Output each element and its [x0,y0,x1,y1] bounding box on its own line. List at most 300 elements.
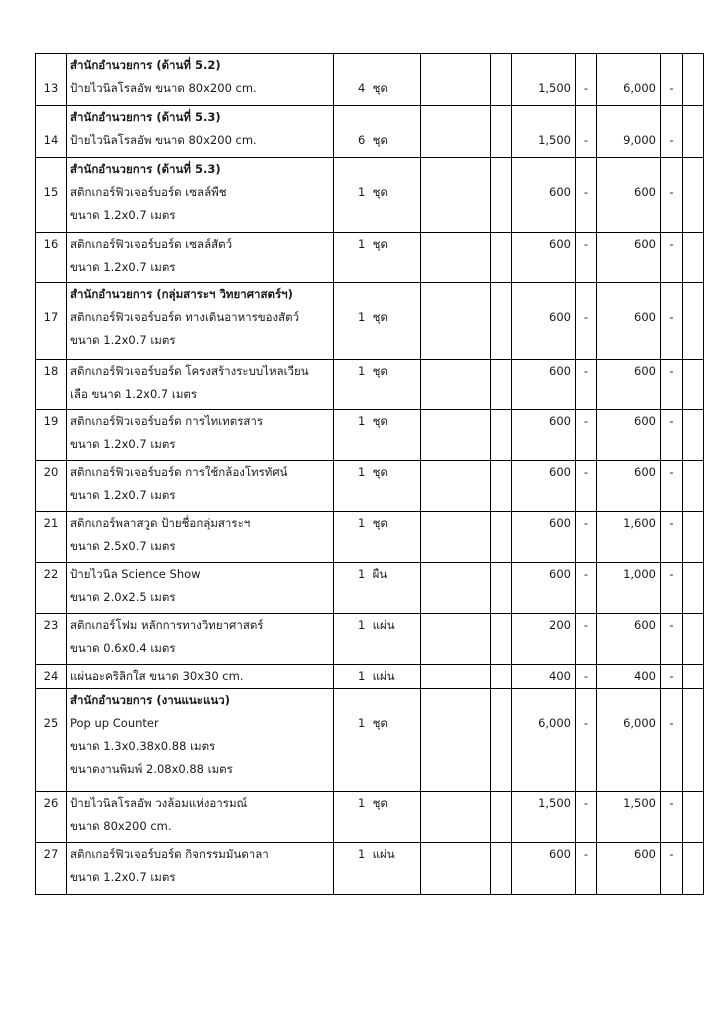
item-number-cell [36,54,67,106]
item-number: 20 [43,465,59,479]
table-row [36,614,704,665]
item-description-line: ป้ายไวนิลโรลอัพ ขนาด 80x200 cm. [70,133,257,147]
total-price-satang-cell [661,689,683,792]
blank-column-c [683,106,704,158]
blank-column-c [683,665,704,689]
item-description-cell [67,614,334,665]
unit-price-satang-cell [576,158,597,233]
item-description-cell [67,158,334,233]
unit-price-satang: - [583,618,589,632]
quantity-value: 1 [358,847,366,861]
unit-price: 400 [549,669,571,683]
blank-column-c [683,614,704,665]
total-price-satang: - [669,516,674,530]
item-description-cell [67,843,334,895]
blank-column-b [491,843,512,895]
blank-column-b [491,792,512,843]
item-description-cell [67,360,334,410]
unit-price-cell [512,792,576,843]
quantity-cell [334,360,421,410]
item-description-line: ป้ายไวนิลโรลอัพ วงล้อมแห่งอารมณ์ [70,796,248,810]
blank-column-b [491,233,512,283]
total-price: 600 [634,364,656,378]
item-description-cell [67,410,334,461]
total-price: 600 [634,237,656,251]
total-price-cell [597,410,661,461]
quantity-cell [334,689,421,792]
total-price-satang: - [669,716,674,730]
unit-price: 600 [549,185,571,199]
item-description-line: สติกเกอร์พลาสวูด ป้ายชื่อกลุ่มสาระฯ [70,516,251,530]
blank-column-a [421,843,491,895]
table-row [36,106,704,158]
unit-price-satang: - [583,669,589,683]
unit-price: 600 [549,847,571,861]
unit-price-cell [512,843,576,895]
quantity-unit: แผ่น [372,847,395,861]
item-description-line: ขนาด 1.2x0.7 เมตร [70,488,176,502]
blank-column-b [491,461,512,512]
unit-price: 600 [549,567,571,581]
unit-price: 600 [549,516,571,530]
total-price-satang-cell [661,233,683,283]
total-price-cell [597,461,661,512]
blank-column-b [491,563,512,614]
blank-column-a [421,689,491,792]
quantity-unit: ชุด [372,465,388,479]
total-price-satang: - [669,414,674,428]
total-price-satang-cell [661,665,683,689]
quantity-value: 1 [358,185,366,199]
quantity-value: 1 [358,716,366,730]
blank-column-a [421,614,491,665]
items-table-body [36,54,704,895]
total-price: 600 [634,414,656,428]
item-number-cell [36,689,67,792]
total-price-cell [597,843,661,895]
blank-column-a [421,563,491,614]
item-description-line: ขนาด 1.2x0.7 เมตร [70,260,176,274]
blank-column-c [683,689,704,792]
total-price-satang-cell [661,563,683,614]
quantity-value: 1 [358,516,366,530]
unit-price: 600 [549,237,571,251]
section-header: สำนักอำนวยการ (ด้านที่ 5.2) [70,58,221,72]
quantity-value: 1 [358,796,366,810]
section-header: สำนักอำนวยการ (ด้านที่ 5.3) [70,110,221,124]
blank-column-b [491,614,512,665]
blank-column-c [683,158,704,233]
total-price-satang-cell [661,410,683,461]
unit-price-satang: - [583,133,589,147]
unit-price-satang: - [583,414,589,428]
item-number-cell [36,283,67,360]
item-description-line: สติกเกอร์ฟิวเจอร์บอร์ด โครงสร้างระบบไหลเวียน [70,364,309,378]
blank-column-a [421,283,491,360]
total-price-cell [597,665,661,689]
total-price-cell [597,233,661,283]
quantity-value: 1 [358,237,366,251]
unit-price-cell [512,106,576,158]
unit-price-cell [512,283,576,360]
quantity-unit: ชุด [372,237,388,251]
total-price: 600 [634,847,656,861]
unit-price-cell [512,665,576,689]
blank-column-c [683,360,704,410]
item-number-cell [36,614,67,665]
quantity-unit: ชุด [372,796,388,810]
table-row [36,665,704,689]
table-row [36,792,704,843]
table-row [36,843,704,895]
unit-price-satang: - [583,465,589,479]
item-description-cell [67,461,334,512]
blank-column-b [491,106,512,158]
blank-column-c [683,283,704,360]
quantity-unit: ชุด [372,716,388,730]
unit-price-satang-cell [576,360,597,410]
total-price: 6,000 [623,81,656,95]
quantity-cell [334,410,421,461]
table-row [36,512,704,563]
blank-column-a [421,360,491,410]
item-number-cell [36,563,67,614]
table-row [36,360,704,410]
total-price-satang-cell [661,512,683,563]
table-row [36,461,704,512]
quantity-unit: แผ่น [372,669,395,683]
unit-price-satang-cell [576,843,597,895]
total-price: 400 [634,669,656,683]
blank-column-a [421,512,491,563]
item-description-cell [67,283,334,360]
unit-price-satang-cell [576,233,597,283]
quantity-cell [334,614,421,665]
item-description-line: ขนาด 1.3x0.38x0.88 เมตร [70,739,216,753]
blank-column-b [491,665,512,689]
quantity-unit: ชุด [372,81,388,95]
unit-price-satang: - [583,310,589,324]
item-description-line: สติกเกอร์ฟิวเจอร์บอร์ด เซลล์พืช [70,185,227,199]
quantity-cell [334,106,421,158]
unit-price-satang: - [583,81,589,95]
item-number: 18 [43,364,59,378]
unit-price-satang: - [583,567,589,581]
total-price-cell [597,360,661,410]
table-row [36,689,704,792]
quantity-cell [334,283,421,360]
quantity-value: 1 [358,669,366,683]
item-description-line: แผ่นอะคริลิกใส ขนาด 30x30 cm. [70,669,244,683]
unit-price-satang-cell [576,563,597,614]
total-price-cell [597,792,661,843]
quantity-unit: ชุด [372,414,388,428]
item-description-cell [67,792,334,843]
quantity-value: 1 [358,567,366,581]
total-price: 600 [634,310,656,324]
unit-price: 6,000 [538,716,571,730]
unit-price-satang: - [583,516,589,530]
unit-price-satang-cell [576,665,597,689]
unit-price-satang-cell [576,283,597,360]
quantity-unit: ชุด [372,185,388,199]
total-price-satang: - [669,310,674,324]
unit-price-satang-cell [576,410,597,461]
section-header: สำนักอำนวยการ (งานแนะแนว) [70,693,230,707]
quantity-cell [334,843,421,895]
unit-price-satang: - [583,185,589,199]
blank-column-a [421,792,491,843]
table-row [36,410,704,461]
unit-price-satang-cell [576,106,597,158]
blank-column-c [683,233,704,283]
unit-price-cell [512,158,576,233]
unit-price: 1,500 [538,81,571,95]
total-price-cell [597,158,661,233]
unit-price-satang-cell [576,461,597,512]
unit-price-cell [512,233,576,283]
quantity-unit: ชุด [372,516,388,530]
item-number: 17 [43,310,59,324]
quantity-cell [334,158,421,233]
item-description-line: ขนาด 2.0x2.5 เมตร [70,590,176,604]
total-price-cell [597,283,661,360]
item-description-line: ขนาดงานพิมพ์ 2.08x0.88 เมตร [70,762,233,776]
item-description-line: Pop up Counter [70,716,159,730]
item-description-line: ขนาด 1.2x0.7 เมตร [70,208,176,222]
item-description-cell [67,563,334,614]
item-description-cell [67,106,334,158]
item-number: 19 [43,414,59,428]
total-price: 600 [634,465,656,479]
item-description-line: ขนาด 0.6x0.4 เมตร [70,641,176,655]
blank-column-c [683,563,704,614]
quantity-cell [334,233,421,283]
total-price-satang-cell [661,614,683,665]
total-price-cell [597,54,661,106]
unit-price-cell [512,461,576,512]
item-description-cell [67,689,334,792]
unit-price-cell [512,512,576,563]
item-number: 21 [43,516,59,530]
quantity-cell [334,792,421,843]
blank-column-a [421,665,491,689]
total-price-satang: - [669,796,674,810]
item-description-cell [67,665,334,689]
quantity-cell [334,54,421,106]
item-number-cell [36,360,67,410]
total-price-satang: - [669,567,674,581]
unit-price: 200 [549,618,571,632]
total-price-satang: - [669,847,674,861]
unit-price-satang: - [583,796,589,810]
unit-price: 1,500 [538,796,571,810]
item-number: 25 [43,716,59,730]
total-price: 9,000 [623,133,656,147]
total-price: 1,500 [623,796,656,810]
item-number-cell [36,410,67,461]
total-price-satang-cell [661,792,683,843]
quantity-value: 1 [358,414,366,428]
item-description-line: ขนาด 80x200 cm. [70,819,172,833]
blank-column-c [683,461,704,512]
item-number: 13 [43,81,59,95]
unit-price-cell [512,689,576,792]
item-description-line: ขนาด 1.2x0.7 เมตร [70,437,176,451]
item-number: 14 [43,133,59,147]
total-price-satang-cell [661,360,683,410]
quantity-cell [334,665,421,689]
quantity-unit: ผืน [372,567,388,581]
item-number-cell [36,233,67,283]
total-price-cell [597,689,661,792]
item-number-cell [36,665,67,689]
item-number-cell [36,843,67,895]
unit-price: 600 [549,465,571,479]
quantity-cell [334,461,421,512]
unit-price-satang: - [583,237,589,251]
item-description-line: สติกเกอร์ฟิวเจอร์บอร์ด ทางเดินอาหารของสัตว์ [70,310,300,324]
blank-column-c [683,843,704,895]
unit-price-cell [512,360,576,410]
total-price-satang: - [669,133,674,147]
total-price: 1,000 [623,567,656,581]
unit-price-satang-cell [576,54,597,106]
item-description-line: สติกเกอร์ฟิวเจอร์บอร์ด กิจกรรมมันดาลา [70,847,269,861]
item-description-cell [67,233,334,283]
item-number-cell [36,106,67,158]
item-description-line: เลือ ขนาด 1.2x0.7 เมตร [70,387,198,401]
total-price-satang-cell [661,54,683,106]
total-price-satang: - [669,185,674,199]
unit-price-satang-cell [576,512,597,563]
unit-price: 600 [549,364,571,378]
item-description-cell [67,512,334,563]
total-price-satang: - [669,237,674,251]
unit-price-cell [512,410,576,461]
unit-price-cell [512,563,576,614]
item-description-cell [67,54,334,106]
quantity-unit: แผ่น [372,618,395,632]
total-price-satang: - [669,364,674,378]
total-price-satang: - [669,669,674,683]
quantity-value: 4 [358,81,366,95]
unit-price-cell [512,614,576,665]
table-row [36,283,704,360]
total-price-satang: - [669,618,674,632]
table-row [36,54,704,106]
total-price-satang: - [669,465,674,479]
total-price: 1,600 [623,516,656,530]
blank-column-a [421,410,491,461]
table-row [36,158,704,233]
quantity-value: 1 [358,618,366,632]
item-description-line: ป้ายไวนิล Science Show [70,567,201,581]
total-price-satang-cell [661,158,683,233]
quantity-value: 1 [358,310,366,324]
blank-column-a [421,461,491,512]
blank-column-c [683,410,704,461]
blank-column-c [683,54,704,106]
unit-price-satang-cell [576,689,597,792]
total-price: 600 [634,185,656,199]
blank-column-b [491,410,512,461]
item-description-line: สติกเกอร์โฟม หลักการทางวิทยาศาสตร์ [70,618,264,632]
blank-column-b [491,360,512,410]
item-number: 23 [43,618,59,632]
item-number: 26 [43,796,59,810]
item-number-cell [36,792,67,843]
unit-price-satang: - [583,716,589,730]
unit-price: 600 [549,310,571,324]
blank-column-a [421,233,491,283]
quantity-value: 1 [358,465,366,479]
item-description-line: ขนาด 2.5x0.7 เมตร [70,539,176,553]
quantity-cell [334,563,421,614]
blank-column-b [491,283,512,360]
total-price-satang-cell [661,461,683,512]
total-price: 600 [634,618,656,632]
unit-price-satang-cell [576,792,597,843]
unit-price: 1,500 [538,133,571,147]
unit-price-satang-cell [576,614,597,665]
quantity-unit: ชุด [372,364,388,378]
blank-column-b [491,54,512,106]
unit-price-cell [512,54,576,106]
total-price-satang-cell [661,283,683,360]
total-price-satang-cell [661,843,683,895]
blank-column-c [683,512,704,563]
item-number: 27 [43,847,59,861]
item-number-cell [36,512,67,563]
item-number: 22 [43,567,59,581]
unit-price-satang: - [583,364,589,378]
total-price-cell [597,512,661,563]
total-price-satang: - [669,81,674,95]
total-price-cell [597,563,661,614]
item-number: 16 [43,237,59,251]
table-row [36,233,704,283]
blank-column-c [683,792,704,843]
total-price: 6,000 [623,716,656,730]
item-description-line: ขนาด 1.2x0.7 เมตร [70,333,176,347]
blank-column-b [491,689,512,792]
item-number-cell [36,158,67,233]
total-price-cell [597,106,661,158]
section-header: สำนักอำนวยการ (กลุ่มสาระฯ วิทยาศาสตร์ฯ) [70,287,293,301]
total-price-cell [597,614,661,665]
quantity-unit: ชุด [372,310,388,324]
blank-column-a [421,54,491,106]
item-description-line: ป้ายไวนิลโรลอัพ ขนาด 80x200 cm. [70,81,257,95]
item-number: 15 [43,185,59,199]
blank-column-b [491,158,512,233]
blank-column-b [491,512,512,563]
unit-price-satang: - [583,847,589,861]
quantity-unit: ชุด [372,133,388,147]
table-row [36,563,704,614]
item-description-line: สติกเกอร์ฟิวเจอร์บอร์ด เซลล์สัตว์ [70,237,233,251]
quantity-value: 1 [358,364,366,378]
section-header: สำนักอำนวยการ (ด้านที่ 5.3) [70,162,221,176]
blank-column-a [421,158,491,233]
item-description-line: สติกเกอร์ฟิวเจอร์บอร์ด การไทเทตรสาร [70,414,264,428]
item-number-cell [36,461,67,512]
quantity-cell [334,512,421,563]
unit-price: 600 [549,414,571,428]
item-description-line: สติกเกอร์ฟิวเจอร์บอร์ด การใช้กล้องโทรทัศน์ [70,465,288,479]
total-price-satang-cell [661,106,683,158]
